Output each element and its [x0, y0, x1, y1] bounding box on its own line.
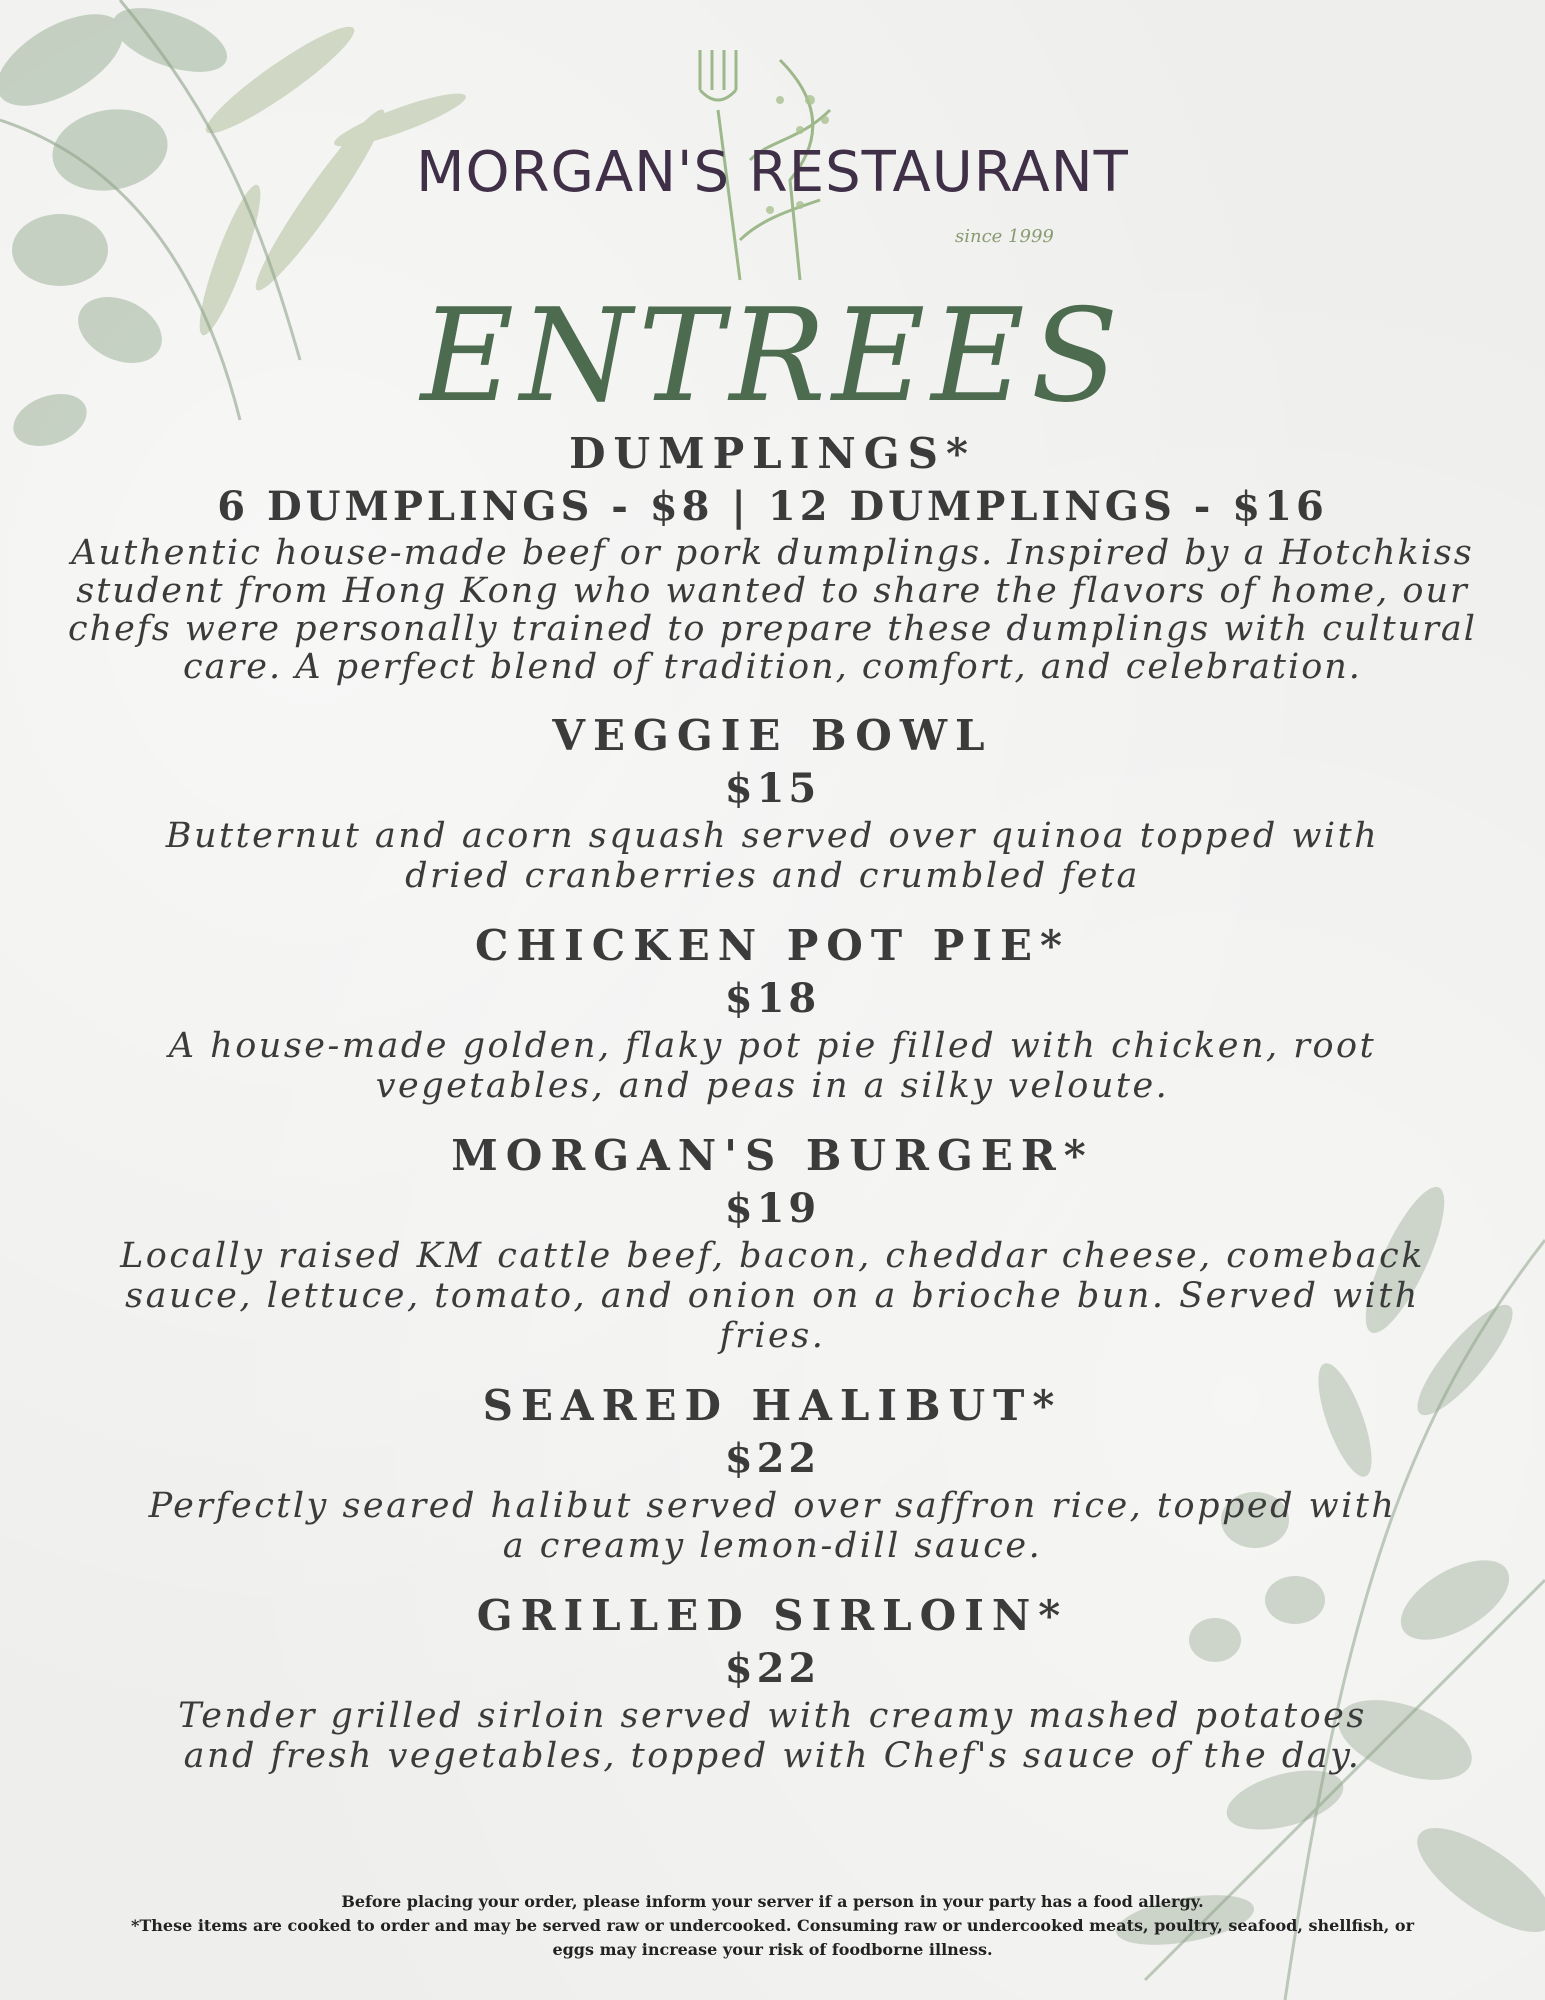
menu-item — [40, 428, 1505, 686]
menu-item — [40, 1590, 1505, 1776]
entree-list — [40, 428, 1505, 1800]
menu-item — [40, 1130, 1505, 1356]
item-price: $18 — [724, 975, 821, 1022]
menu-item — [40, 710, 1505, 896]
restaurant-name: MORGAN'S RESTAURANT — [416, 140, 1129, 205]
item-name: MORGAN'S BURGER* — [451, 1131, 1094, 1180]
allergy-notice: Before placing your order, please inform your server if a person in your party has a food allergy. — [341, 1892, 1204, 1911]
item-description: A house-made golden, flaky pot pie filled with chicken, root vegetables, and peas in a silky veloute. — [168, 1026, 1377, 1106]
item-description: Butternut and acorn squash served over quinoa topped with dried cranberries and crumbled feta — [165, 816, 1380, 896]
item-price: $22 — [724, 1435, 821, 1482]
item-description: Locally raised KM cattle beef, bacon, cheddar cheese, comeback sauce, lettuce, tomato, and onion on a brioche bun. Served with fries. — [120, 1236, 1425, 1356]
item-name: SEARED HALIBUT* — [482, 1381, 1063, 1430]
item-price: $19 — [724, 1185, 821, 1232]
footer-disclaimer — [120, 1890, 1425, 1962]
item-name: GRILLED SIRLOIN* — [476, 1591, 1069, 1640]
item-description: Tender grilled sirloin served with creamy mashed potatoes and fresh vegetables, topped with Chef's sauce of the day. — [178, 1696, 1367, 1776]
item-description: Authentic house-made beef or pork dumplings. Inspired by a Hotchkiss student from Hong Kong who wanted to share the flavors of home, our chefs were personally trained to prepare these dumplings with cultural care. A perfect blend of tradition, comfort, and celebration. — [67, 533, 1477, 687]
item-name: CHICKEN POT PIE* — [475, 921, 1070, 970]
item-name: DUMPLINGS* — [569, 429, 976, 478]
section-title: ENTREES — [420, 282, 1125, 431]
raw-food-warning: *These items are cooked to order and may be served raw or undercooked. Consuming raw or undercooked meats, poultry, seafood, shellfish, or eggs may increase your risk of foodborne illness. — [131, 1916, 1414, 1959]
item-name: VEGGIE BOWL — [552, 711, 993, 760]
item-description: Perfectly seared halibut served over saffron rice, topped with a creamy lemon-dill sauce. — [148, 1486, 1397, 1566]
item-price: 6 DUMPLINGS - $8 | 12 DUMPLINGS - $16 — [217, 483, 1328, 530]
menu-item — [40, 1380, 1505, 1566]
menu-item — [40, 920, 1505, 1106]
item-price: $15 — [724, 765, 821, 812]
item-price: $22 — [724, 1645, 821, 1692]
since-tagline: since 1999 — [955, 226, 1054, 247]
